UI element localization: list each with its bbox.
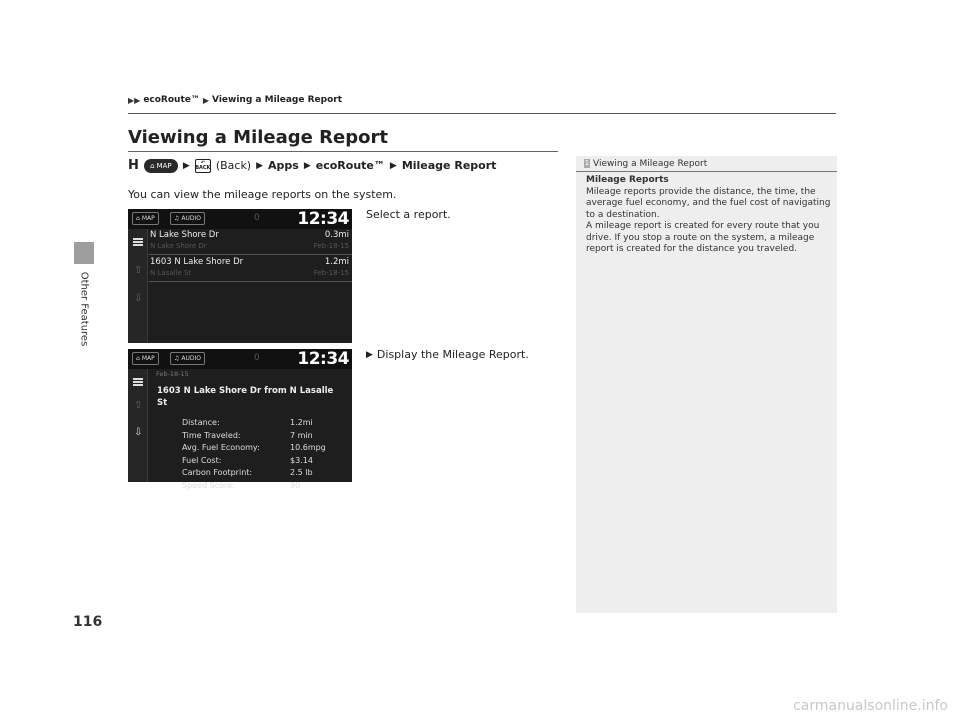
audio-chip[interactable]: ♫ AUDIO (170, 212, 205, 225)
page-number: 116 (73, 614, 103, 630)
breadcrumb (128, 95, 342, 105)
report-title: 1603 N Lake Shore Dr from N Lasalle St (157, 386, 334, 408)
map-chip[interactable]: ⌂ MAP (132, 352, 159, 365)
signal-indicator: 0 (254, 353, 260, 363)
chapter-tab-marker (74, 242, 94, 264)
breadcrumb-item[interactable]: Viewing a Mileage Report (212, 95, 342, 105)
menu-icon[interactable] (133, 378, 143, 386)
map-button-icon: ⌂ MAP (144, 159, 178, 173)
stat-row: Fuel Cost: $3.14 (182, 455, 313, 465)
scroll-down-icon[interactable]: ⇩ (134, 427, 143, 438)
scroll-up-icon[interactable]: ⇧ (134, 265, 143, 276)
home-symbol: H (128, 158, 139, 173)
side-note-paragraph: A mileage report is created for every route that you drive. If you stop a route on the system, a mileage report is created for the distance you traveled. (586, 221, 820, 254)
clock: 12:34 (297, 209, 349, 229)
navigation-path (128, 158, 496, 173)
stat-row: Distance: 1.2mi (182, 418, 313, 427)
signal-indicator: 0 (254, 213, 260, 223)
report-list-screen (128, 209, 352, 343)
music-icon: ♫ (174, 355, 180, 362)
path-ecoroute: ecoRoute™ (315, 159, 385, 172)
stat-row: Avg. Fuel Economy: 10.6mpg (182, 443, 326, 452)
scroll-down-icon[interactable]: ⇩ (134, 293, 143, 304)
menu-icon[interactable] (133, 238, 143, 246)
intro-text: You can view the mileage reports on the system. (128, 188, 397, 201)
stat-row: Carbon Footprint: 2.5 lb (182, 468, 313, 477)
screen-side-nav (128, 369, 148, 482)
path-arrow-icon: ▶ (182, 160, 190, 171)
step-display-report: ▶ Display the Mileage Report. (366, 348, 529, 361)
back-label: (Back) (215, 159, 252, 172)
home-icon: ⌂ (150, 161, 155, 170)
screen-side-nav (128, 229, 148, 343)
side-note-header: 1 Viewing a Mileage Report (576, 156, 837, 172)
watermark: carmanualsonline.info (793, 698, 948, 714)
screen-status-bar (128, 209, 352, 229)
map-chip[interactable]: ⌂ MAP (132, 212, 159, 225)
side-note-paragraph: Mileage reports provide the distance, the time, the average fuel economy, and the fuel cost of navigating to a destination. (586, 186, 831, 220)
path-arrow-icon: ▶ (256, 160, 264, 171)
stat-row: Time Traveled: 7 min (182, 430, 313, 440)
chapter-label: Other Features (78, 271, 90, 347)
path-mileage-report: Mileage Report (401, 159, 497, 172)
home-icon: ⌂ (136, 215, 140, 222)
breadcrumb-arrow-icon: ▶▶ (128, 95, 141, 105)
scroll-up-icon[interactable]: ⇧ (134, 400, 143, 411)
screen-status-bar (128, 349, 352, 369)
breadcrumb-item[interactable]: ecoRoute™ (143, 95, 200, 105)
note-number-icon: 1 (584, 159, 590, 167)
path-arrow-icon: ▶ (303, 160, 311, 171)
music-icon: ♫ (174, 215, 180, 222)
side-note-body (586, 175, 832, 256)
clock: 12:34 (297, 349, 349, 369)
audio-chip[interactable]: ♫ AUDIO (170, 352, 205, 365)
breadcrumb-arrow-icon: ▶ (202, 95, 210, 105)
path-apps: Apps (268, 159, 299, 172)
step-arrow-icon: ▶ (366, 349, 373, 360)
page-title: Viewing a Mileage Report (128, 127, 388, 148)
back-button-icon: ↶ BACK (195, 159, 211, 171)
step-select-report: Select a report. (366, 208, 451, 221)
report-stats (182, 418, 332, 493)
path-arrow-icon: ▶ (389, 160, 397, 171)
list-item[interactable]: N Lake Shore Dr N Lake Shore Dr 0.3mi Feb-18-15 (149, 227, 352, 255)
stat-row: Speed Score: 90 (182, 480, 301, 490)
report-date: Feb-18-15 (156, 370, 189, 378)
home-icon: ⌂ (136, 355, 140, 362)
side-note-subhead: Mileage Reports (586, 175, 669, 185)
report-detail-screen (128, 349, 352, 490)
title-divider (128, 151, 558, 152)
header-divider (128, 113, 836, 114)
list-item[interactable]: 1603 N Lake Shore Dr N Lasalle St 1.2mi Feb-18-15 (149, 254, 352, 282)
